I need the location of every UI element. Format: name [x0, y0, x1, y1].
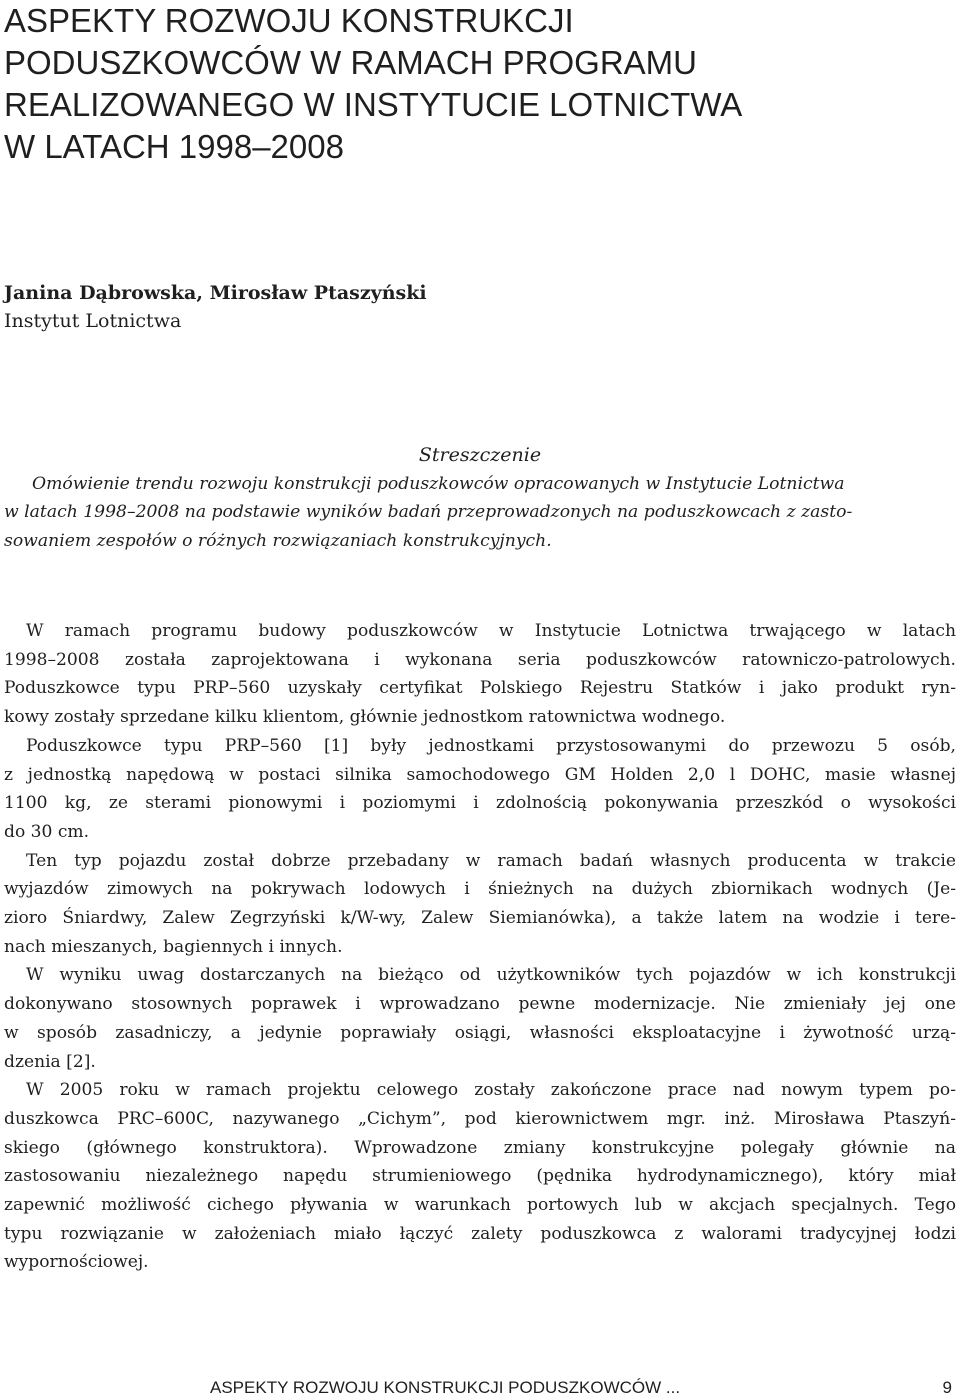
body-line: zioro Śniardwy, Zalew Zegrzyński k/W-wy, Zalew Siemianówka), a także latem na wodzie i tere-	[4, 908, 956, 929]
body-line: dzenia [2].	[4, 1051, 96, 1072]
title-line: W LATACH 1998–2008	[4, 128, 344, 165]
body-line: z jednostką napędową w postaci silnika samochodowego GM Holden 2,0 l DOHC, masie własnej	[4, 764, 956, 785]
article-title	[4, 0, 944, 168]
author-names: Janina Dąbrowska, Mirosław Ptaszyński	[4, 282, 427, 304]
abstract-line: sowaniem zespołów o różnych rozwiązaniach konstrukcyjnych.	[4, 530, 552, 551]
title-line: PODUSZKOWCÓW W RAMACH PROGRAMU	[4, 44, 697, 81]
body-line: w sposób zasadniczy, a jedynie poprawiały osiągi, własności eksploatacyjne i żywotność urzą-	[4, 1022, 956, 1043]
body-line: dokonywano stosownych poprawek i wprowadzano pewne modernizacje. Nie zmieniały jej one	[4, 994, 956, 1015]
abstract	[4, 441, 956, 555]
body-line: skiego (głównego konstruktora). Wprowadzone zmiany konstrukcyjne polegały głównie na	[4, 1137, 956, 1158]
body-line: zapewnić możliwość cichego pływania w warunkach portowych lub w akcjach specjalnych. Tego	[4, 1195, 956, 1216]
author-affiliation: Instytut Lotnictwa	[4, 310, 182, 332]
body-line: W ramach programu budowy poduszkowców w Instytucie Lotnictwa trwającego w latach	[26, 621, 956, 641]
body-line: Ten typ pojazdu został dobrze przebadany w ramach badań własnych producenta w trakcie	[26, 850, 956, 871]
body-line: zastosowaniu niezależnego napędu strumieniowego (pędnika hydrodynamicznego), który miał	[4, 1166, 956, 1187]
body-line: 1998–2008 została zaprojektowana i wykonana seria poduszkowców ratowniczo-patrolowych.	[4, 649, 956, 670]
body-line: kowy zostały sprzedane kilku klientom, głównie jednostkom ratownictwa wodnego.	[4, 707, 726, 728]
body-line: typu rozwiązanie w założeniach miało łączyć zalety poduszkowca z walorami tradycyjnej łodzi	[4, 1223, 956, 1244]
page-number: 9	[942, 1378, 952, 1397]
article-body	[4, 617, 956, 1277]
body-line: wyjazdów zimowych na pokrywach lodowych i śnieżnych na dużych zbiornikach wodnych (Je-	[4, 879, 956, 900]
body-line: W 2005 roku w ramach projektu celowego zostały zakończone prace nad nowym typem po-	[26, 1080, 956, 1101]
abstract-line: w latach 1998–2008 na podstawie wyników badań przeprowadzonych na poduszkowcach z zasto-	[4, 502, 853, 522]
abstract-heading: Streszczenie	[418, 444, 542, 466]
body-line: 1100 kg, ze sterami pionowymi i poziomymi i zdolnością pokonywania przeszkód o wysokości	[4, 793, 956, 814]
body-line: Poduszkowce typu PRP–560 uzyskały certyfikat Polskiego Rejestru Statków i jako produkt ryn-	[4, 678, 956, 699]
abstract-line: Omówienie trendu rozwoju konstrukcji poduszkowców opracowanych w Instytucie Lotnictwa	[32, 473, 845, 494]
body-line: Poduszkowce typu PRP–560 [1] były jednostkami przystosowanymi do przewozu 5 osób,	[26, 735, 956, 756]
title-line: ASPEKTY ROZWOJU KONSTRUKCJI	[4, 2, 574, 39]
title-line: REALIZOWANEGO W INSTYTUCIE LOTNICTWA	[4, 86, 743, 123]
body-line: nach mieszanych, bagiennych i innych.	[4, 936, 343, 957]
body-line: W wyniku uwag dostarczanych na bieżąco od użytkowników tych pojazdów w ich konstrukcji	[26, 965, 956, 986]
running-title: ASPEKTY ROZWOJU KONSTRUKCJI PODUSZKOWCÓW ...	[210, 1378, 681, 1397]
author-block	[4, 279, 427, 335]
body-line: do 30 cm.	[4, 821, 90, 842]
body-line: duszkowca PRC–600C, nazywanego „Cichym”, pod kierownictwem mgr. inż. Mirosława Ptaszyń-	[4, 1108, 956, 1129]
body-line: wypornościowej.	[4, 1252, 149, 1273]
